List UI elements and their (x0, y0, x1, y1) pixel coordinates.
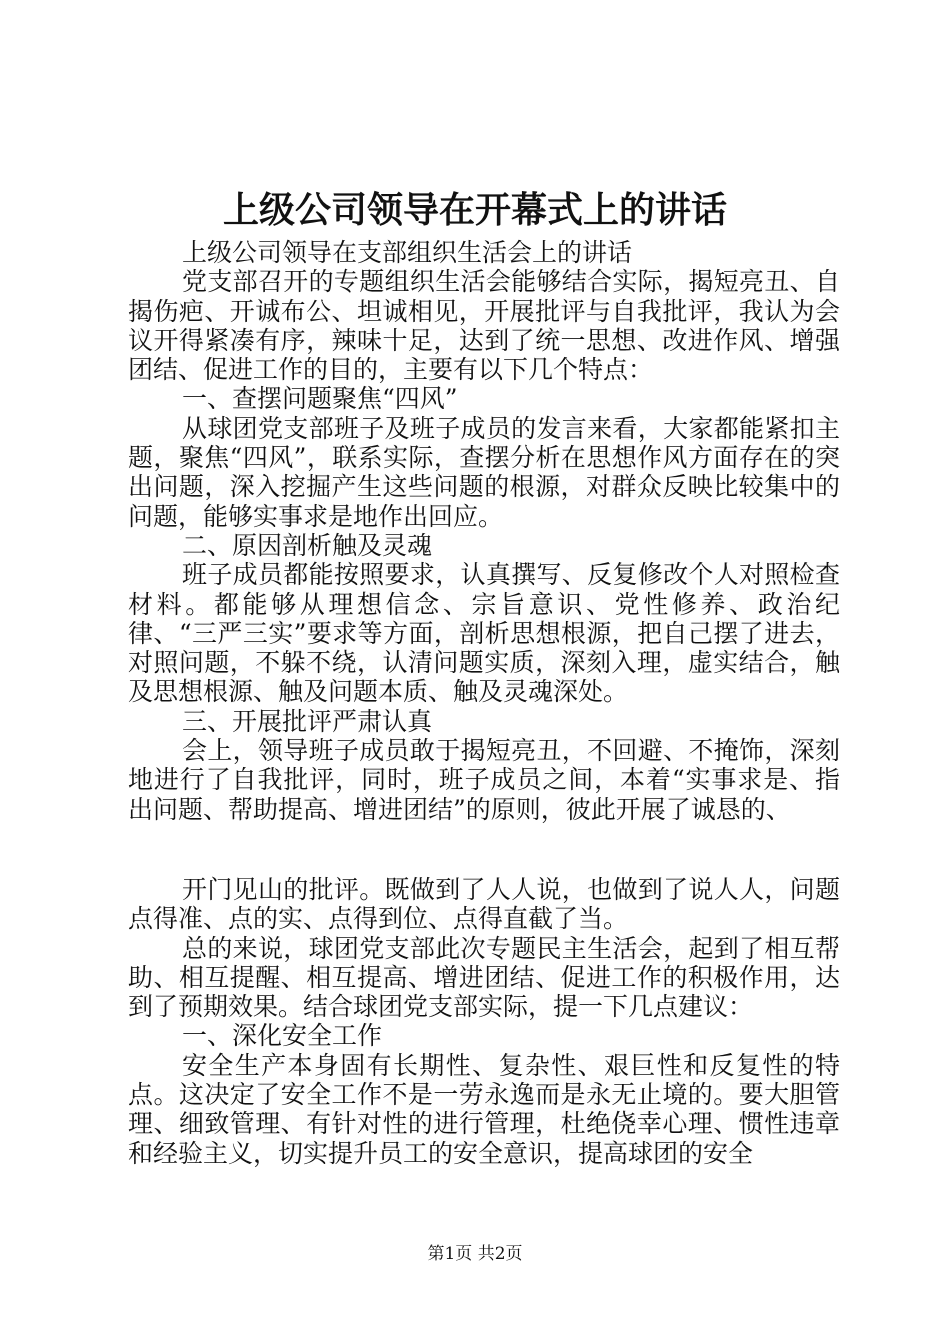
paragraph: 总的来说，球团党支部此次专题民主生活会，起到了相互帮助、相互提醒、相互提高、增进团结、促进工作的积极作用，达到了预期效果。结合球团党支部实际，提一下几点建议： (128, 933, 840, 1022)
section-heading: 三、开展批评严肃认真 (182, 706, 433, 736)
paragraph: 班子成员都能按照要求，认真撰写、反复修改个人对照检查材料。都能够从理想信念、宗旨意识、党性修养、政治纪律、“三严三实”要求等方面，剖析思想根源，把自己摆了进去，对照问题，不躲不绕，认清问题实质，深刻入理，虚实结合，触及思想根源、触及问题本质、触及灵魂深处。 (128, 560, 840, 707)
document-title: 上级公司领导在开幕式上的讲话 (222, 189, 727, 231)
section-heading: 一、查摆问题聚焦“四风” (182, 384, 458, 414)
paragraph: 开门见山的批评。既做到了人人说，也做到了说人人，问题点得准、点的实、点得到位、点得直截了当。 (128, 875, 840, 934)
paragraph: 安全生产本身固有长期性、复杂性、艰巨性和反复性的特点。这决定了安全工作不是一劳永逸而是永无止境的。要大胆管理、细致管理、有针对性的进行管理，杜绝侥幸心理、惯性违章和经验主义，切实提升员工的安全意识，提高球团的安全 (128, 1050, 840, 1168)
paragraph-subtitle: 上级公司领导在支部组织生活会上的讲话 (182, 238, 633, 267)
section-heading: 二、原因剖析触及灵魂 (182, 530, 433, 560)
paragraph: 党支部召开的专题组织生活会能够结合实际，揭短亮丑、自揭伤疤、开诚布公、坦诚相见，开展批评与自我批评，我认为会议开得紧凑有序，辣味十足，达到了统一思想、改进作风、增强团结、促进工作的目的，主要有以下几个特点： (128, 267, 840, 385)
paragraph: 从球团党支部班子及班子成员的发言来看，大家都能紧扣主题，聚焦“四风”，联系实际，查摆分析在思想作风方面存在的突出问题，深入挖掘产生这些问题的根源，对群众反映比较集中的问题，能够实事求是地作出回应。 (128, 413, 840, 531)
body-block-2 (128, 875, 840, 1168)
paragraph: 会上，领导班子成员敢于揭短亮丑，不回避、不掩饰，深刻地进行了自我批评，同时，班子成员之间，本着“实事求是、指出问题、帮助提高、增进团结”的原则，彼此开展了诚恳的、 (128, 736, 840, 824)
body-block-1 (128, 238, 840, 824)
page-footer: 第1页 共2页 (427, 1244, 523, 1264)
section-heading: 一、深化安全工作 (182, 1021, 383, 1051)
